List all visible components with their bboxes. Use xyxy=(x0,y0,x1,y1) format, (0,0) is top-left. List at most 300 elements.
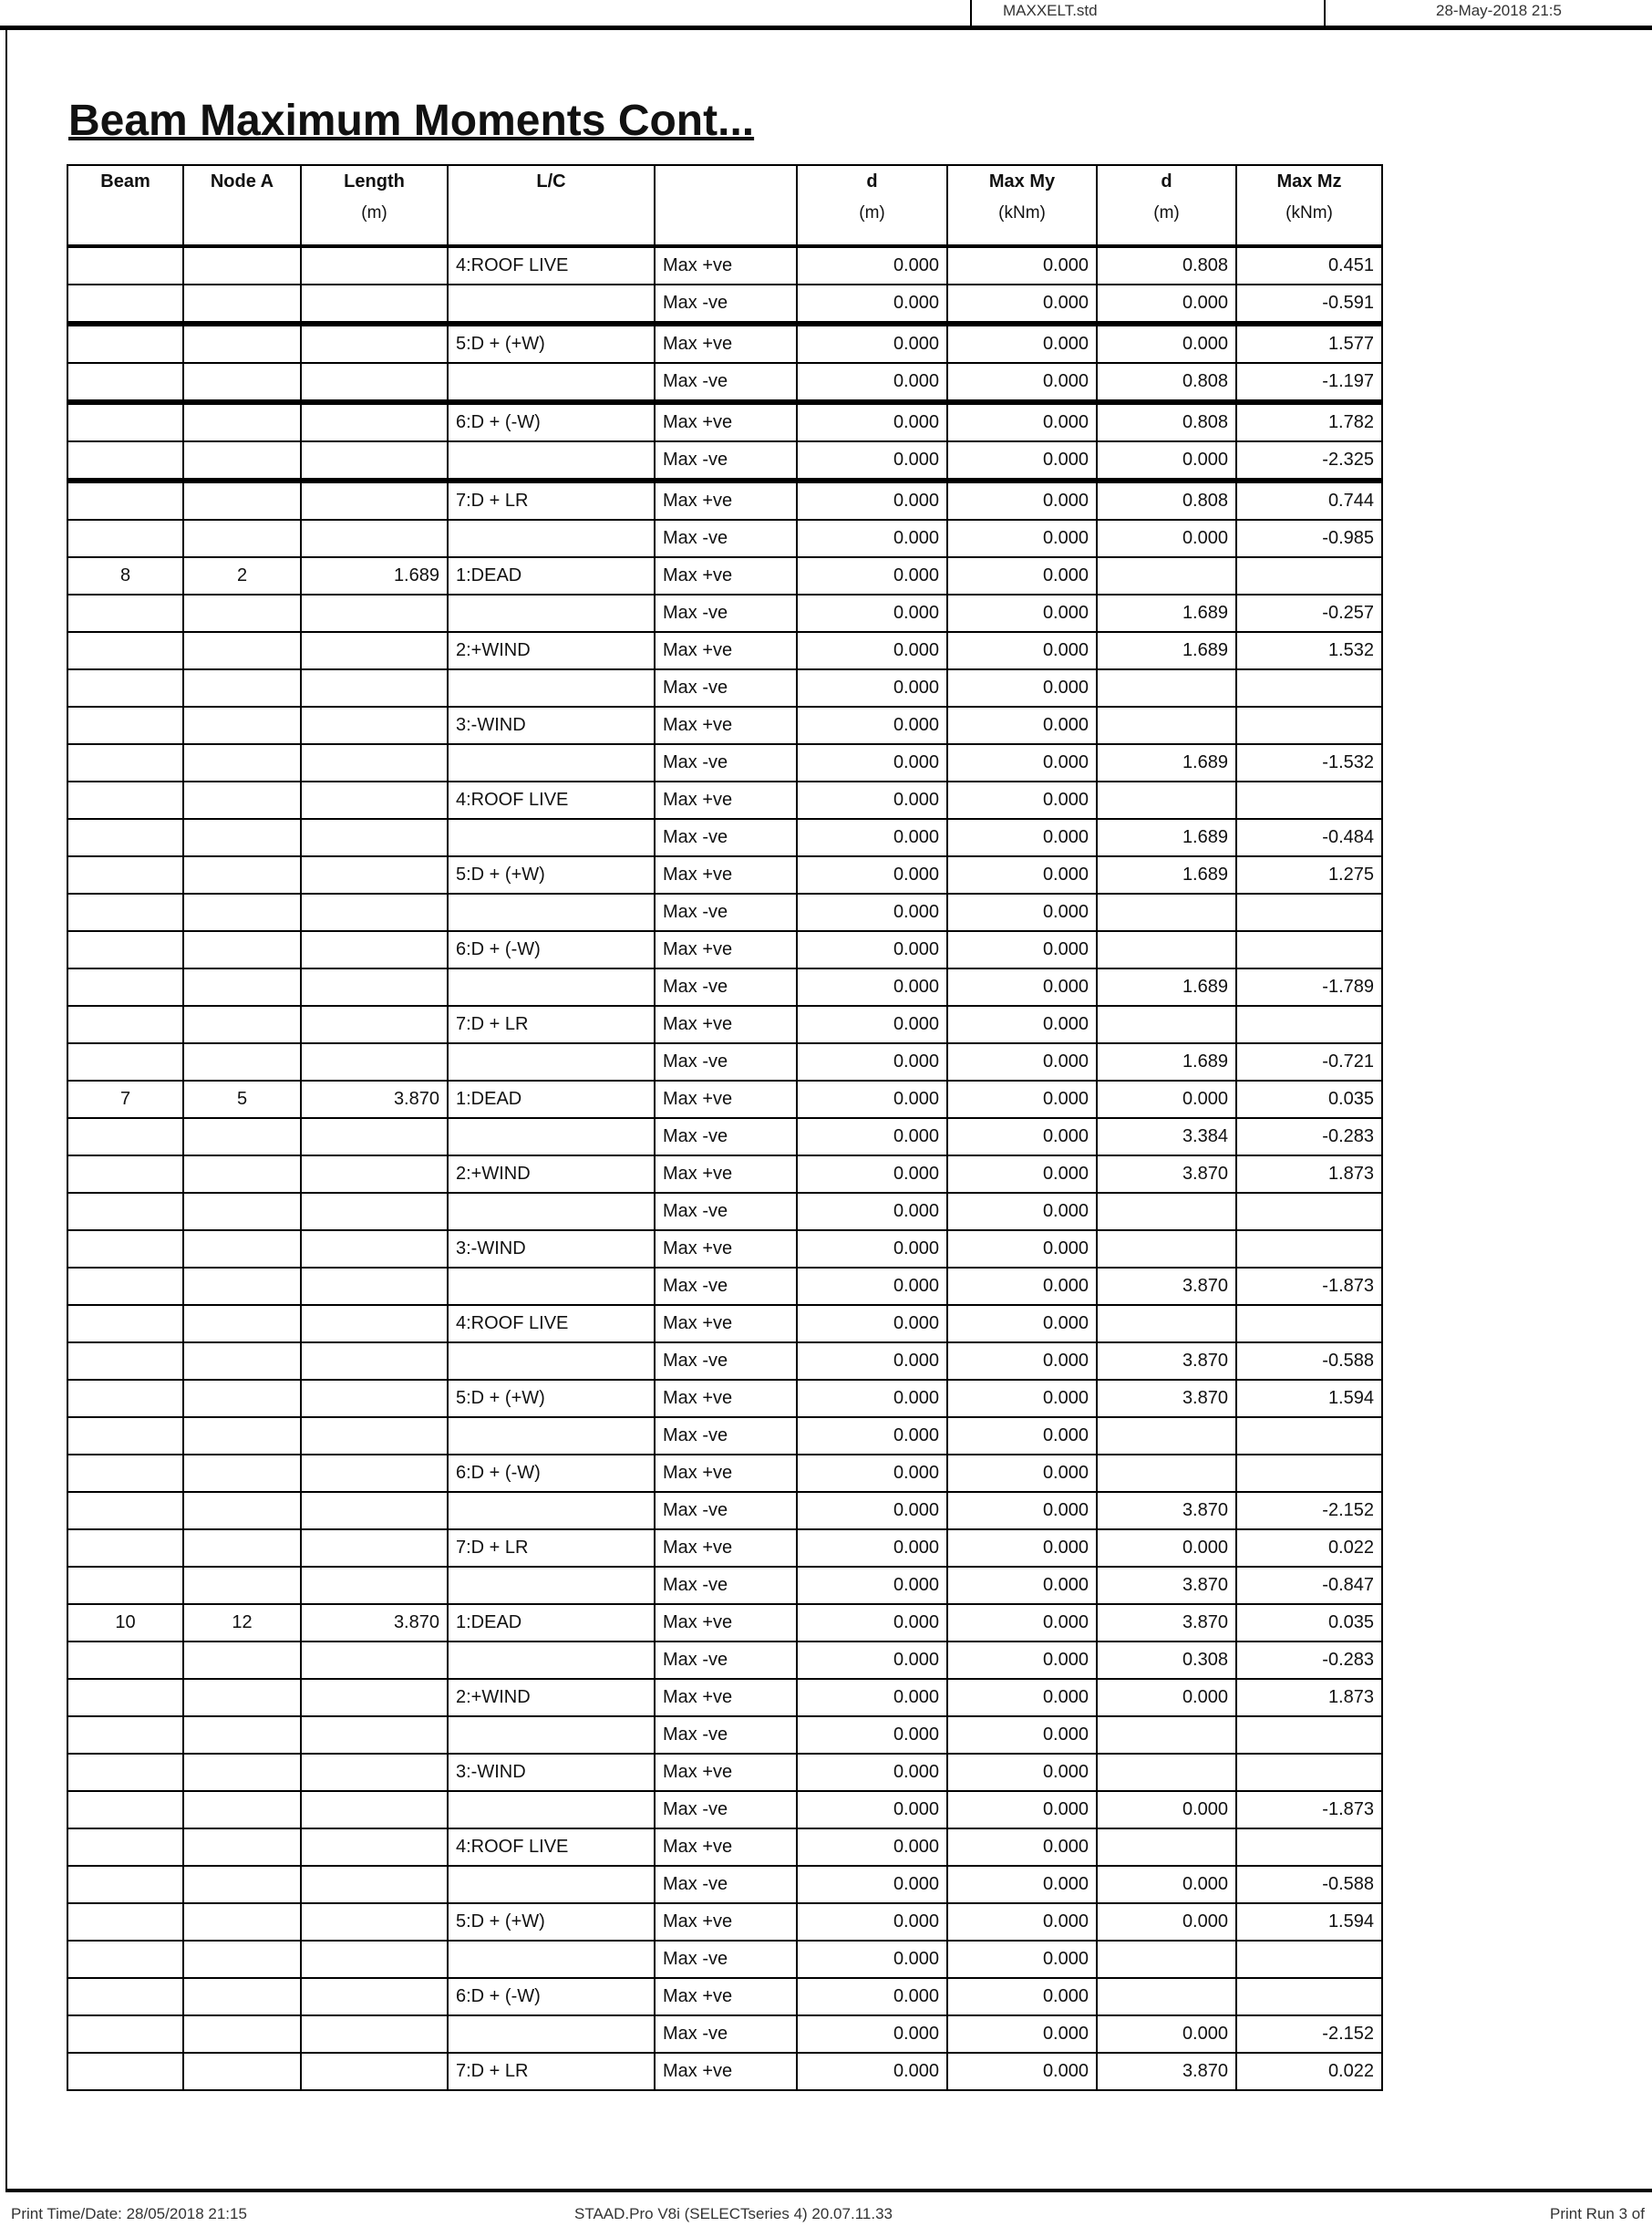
table-row xyxy=(67,285,1382,324)
cell-max-type: Max -ve xyxy=(655,285,797,324)
cell-length: 1.689 xyxy=(301,557,448,595)
cell-length xyxy=(301,931,448,968)
cell-max-my: 0.000 xyxy=(947,1604,1097,1642)
cell-d-mz: 0.000 xyxy=(1097,441,1236,481)
cell-load-case xyxy=(448,363,655,402)
cell-d-my: 0.000 xyxy=(797,782,947,819)
cell-load-case: 3:-WIND xyxy=(448,1754,655,1791)
cell-node-a xyxy=(183,707,301,744)
cell-node-a xyxy=(183,520,301,557)
cell-max-type: Max -ve xyxy=(655,1567,797,1604)
cell-d-mz: 0.000 xyxy=(1097,1081,1236,1118)
cell-max-mz: 1.577 xyxy=(1236,324,1382,363)
cell-max-my: 0.000 xyxy=(947,968,1097,1006)
cell-max-my: 0.000 xyxy=(947,931,1097,968)
column-header-load-case xyxy=(448,165,655,246)
cell-max-mz xyxy=(1236,782,1382,819)
page-border xyxy=(5,26,7,2189)
cell-length xyxy=(301,632,448,669)
cell-max-type: Max -ve xyxy=(655,1866,797,1903)
cell-load-case xyxy=(448,669,655,707)
cell-length xyxy=(301,595,448,632)
cell-max-mz: 1.873 xyxy=(1236,1155,1382,1193)
cell-length xyxy=(301,1417,448,1455)
cell-max-type: Max -ve xyxy=(655,1642,797,1679)
cell-max-my: 0.000 xyxy=(947,1380,1097,1417)
cell-beam xyxy=(67,1828,183,1866)
cell-d-my: 0.000 xyxy=(797,285,947,324)
column-label: d xyxy=(1161,171,1172,192)
cell-d-my: 0.000 xyxy=(797,1006,947,1043)
cell-beam xyxy=(67,1380,183,1417)
table-row xyxy=(67,819,1382,856)
cell-load-case xyxy=(448,744,655,782)
cell-beam xyxy=(67,856,183,894)
cell-max-my: 0.000 xyxy=(947,1642,1097,1679)
cell-max-my: 0.000 xyxy=(947,1155,1097,1193)
cell-max-mz xyxy=(1236,1230,1382,1268)
cell-max-mz: -2.325 xyxy=(1236,441,1382,481)
cell-d-mz xyxy=(1097,1941,1236,1978)
cell-load-case: 3:-WIND xyxy=(448,707,655,744)
cell-max-my: 0.000 xyxy=(947,1043,1097,1081)
table-row xyxy=(67,2053,1382,2090)
cell-d-my: 0.000 xyxy=(797,1268,947,1305)
cell-load-case: 7:D + LR xyxy=(448,1529,655,1567)
cell-d-my: 0.000 xyxy=(797,1754,947,1791)
cell-beam xyxy=(67,968,183,1006)
cell-max-my: 0.000 xyxy=(947,1828,1097,1866)
cell-length xyxy=(301,1155,448,1193)
footer-print-run: Print Run 3 of xyxy=(1550,2205,1645,2222)
cell-node-a xyxy=(183,2015,301,2053)
cell-d-my: 0.000 xyxy=(797,1642,947,1679)
column-label: Max Mz xyxy=(1276,171,1342,192)
cell-max-type: Max +ve xyxy=(655,1455,797,1492)
cell-d-my: 0.000 xyxy=(797,1305,947,1342)
table-row xyxy=(67,1866,1382,1903)
cell-max-mz: -1.873 xyxy=(1236,1791,1382,1828)
cell-d-mz xyxy=(1097,1754,1236,1791)
cell-max-mz: 0.451 xyxy=(1236,246,1382,285)
cell-beam xyxy=(67,520,183,557)
cell-beam xyxy=(67,1716,183,1754)
cell-max-type: Max -ve xyxy=(655,1043,797,1081)
table-row xyxy=(67,894,1382,931)
cell-load-case xyxy=(448,1342,655,1380)
cell-node-a xyxy=(183,2053,301,2090)
table-row xyxy=(67,1828,1382,1866)
cell-length xyxy=(301,1193,448,1230)
cell-beam xyxy=(67,1342,183,1380)
cell-length xyxy=(301,2053,448,2090)
cell-max-type: Max -ve xyxy=(655,1417,797,1455)
cell-max-type: Max -ve xyxy=(655,1118,797,1155)
cell-d-my: 0.000 xyxy=(797,1529,947,1567)
cell-max-my: 0.000 xyxy=(947,1903,1097,1941)
cell-d-my: 0.000 xyxy=(797,595,947,632)
cell-d-mz: 0.000 xyxy=(1097,1529,1236,1567)
table-row xyxy=(67,1155,1382,1193)
column-unit: (kNm) xyxy=(998,203,1046,223)
cell-beam xyxy=(67,1193,183,1230)
cell-max-mz: 1.873 xyxy=(1236,1679,1382,1716)
cell-max-type: Max +ve xyxy=(655,1828,797,1866)
table-row xyxy=(67,520,1382,557)
cell-max-type: Max -ve xyxy=(655,441,797,481)
table-row xyxy=(67,1230,1382,1268)
table-row xyxy=(67,669,1382,707)
cell-node-a xyxy=(183,782,301,819)
column-header-beam xyxy=(67,165,183,246)
cell-max-my: 0.000 xyxy=(947,1679,1097,1716)
header-divider xyxy=(1324,0,1326,26)
cell-max-type: Max -ve xyxy=(655,744,797,782)
cell-d-my: 0.000 xyxy=(797,1716,947,1754)
cell-load-case: 3:-WIND xyxy=(448,1230,655,1268)
cell-max-my: 0.000 xyxy=(947,1193,1097,1230)
cell-max-type: Max +ve xyxy=(655,402,797,441)
cell-beam xyxy=(67,402,183,441)
cell-max-mz: 1.532 xyxy=(1236,632,1382,669)
cell-d-my: 0.000 xyxy=(797,856,947,894)
cell-beam xyxy=(67,2015,183,2053)
cell-beam xyxy=(67,894,183,931)
table-row xyxy=(67,1043,1382,1081)
cell-d-mz: 3.870 xyxy=(1097,1155,1236,1193)
cell-d-mz xyxy=(1097,782,1236,819)
beam-moments-table xyxy=(67,164,1383,2091)
cell-node-a xyxy=(183,1305,301,1342)
cell-node-a xyxy=(183,1230,301,1268)
cell-node-a xyxy=(183,1455,301,1492)
cell-beam xyxy=(67,324,183,363)
cell-max-mz: -0.591 xyxy=(1236,285,1382,324)
cell-d-my: 0.000 xyxy=(797,441,947,481)
cell-beam xyxy=(67,1978,183,2015)
table-row xyxy=(67,968,1382,1006)
cell-d-mz: 0.808 xyxy=(1097,402,1236,441)
cell-length xyxy=(301,669,448,707)
cell-d-my: 0.000 xyxy=(797,1193,947,1230)
cell-max-type: Max +ve xyxy=(655,1754,797,1791)
cell-max-my: 0.000 xyxy=(947,1081,1097,1118)
cell-max-my: 0.000 xyxy=(947,246,1097,285)
cell-load-case xyxy=(448,1642,655,1679)
cell-max-type: Max -ve xyxy=(655,968,797,1006)
cell-node-a xyxy=(183,1903,301,1941)
table-row xyxy=(67,1791,1382,1828)
cell-length xyxy=(301,2015,448,2053)
cell-node-a xyxy=(183,1118,301,1155)
cell-max-type: Max -ve xyxy=(655,894,797,931)
cell-d-mz xyxy=(1097,1978,1236,2015)
cell-d-mz xyxy=(1097,1230,1236,1268)
table-row xyxy=(67,1716,1382,1754)
cell-load-case: 6:D + (-W) xyxy=(448,1455,655,1492)
cell-beam xyxy=(67,1417,183,1455)
cell-max-type: Max +ve xyxy=(655,1978,797,2015)
cell-max-mz: -0.283 xyxy=(1236,1642,1382,1679)
cell-d-mz xyxy=(1097,1455,1236,1492)
cell-d-mz: 3.870 xyxy=(1097,1567,1236,1604)
cell-length xyxy=(301,707,448,744)
cell-node-a xyxy=(183,669,301,707)
header-divider xyxy=(970,0,972,26)
cell-beam xyxy=(67,1642,183,1679)
column-header-max-type xyxy=(655,165,797,246)
cell-d-mz: 1.689 xyxy=(1097,968,1236,1006)
cell-max-type: Max -ve xyxy=(655,1791,797,1828)
table-row xyxy=(67,1380,1382,1417)
column-label: d xyxy=(866,171,878,192)
cell-length xyxy=(301,402,448,441)
cell-node-a xyxy=(183,1866,301,1903)
cell-max-mz: 0.035 xyxy=(1236,1081,1382,1118)
cell-max-mz xyxy=(1236,557,1382,595)
cell-d-mz xyxy=(1097,1417,1236,1455)
cell-d-mz: 0.000 xyxy=(1097,1791,1236,1828)
table-row xyxy=(67,1193,1382,1230)
cell-node-a xyxy=(183,894,301,931)
cell-max-type: Max +ve xyxy=(655,2053,797,2090)
page-title: Beam Maximum Moments Cont... xyxy=(68,97,755,145)
table-row xyxy=(67,557,1382,595)
table-row xyxy=(67,1567,1382,1604)
cell-load-case: 7:D + LR xyxy=(448,1006,655,1043)
table-row xyxy=(67,481,1382,520)
cell-node-a xyxy=(183,481,301,520)
cell-d-my: 0.000 xyxy=(797,819,947,856)
cell-max-type: Max +ve xyxy=(655,782,797,819)
table-row xyxy=(67,1455,1382,1492)
cell-beam xyxy=(67,1679,183,1716)
table-row xyxy=(67,1903,1382,1941)
cell-node-a xyxy=(183,1828,301,1866)
cell-load-case: 7:D + LR xyxy=(448,481,655,520)
column-label: L/C xyxy=(536,171,566,192)
cell-beam xyxy=(67,285,183,324)
cell-d-my: 0.000 xyxy=(797,1604,947,1642)
cell-max-mz xyxy=(1236,894,1382,931)
cell-d-my: 0.000 xyxy=(797,1043,947,1081)
page-header-band xyxy=(0,0,1652,30)
cell-beam xyxy=(67,1268,183,1305)
cell-d-mz: 0.000 xyxy=(1097,1866,1236,1903)
cell-load-case: 5:D + (+W) xyxy=(448,324,655,363)
cell-max-my: 0.000 xyxy=(947,1006,1097,1043)
cell-d-mz xyxy=(1097,557,1236,595)
cell-max-type: Max -ve xyxy=(655,1716,797,1754)
cell-load-case: 1:DEAD xyxy=(448,1081,655,1118)
cell-length xyxy=(301,782,448,819)
table-row xyxy=(67,1081,1382,1118)
cell-max-my: 0.000 xyxy=(947,557,1097,595)
cell-node-a xyxy=(183,819,301,856)
cell-length xyxy=(301,819,448,856)
cell-max-type: Max +ve xyxy=(655,1380,797,1417)
cell-max-type: Max +ve xyxy=(655,246,797,285)
cell-length xyxy=(301,1978,448,2015)
cell-length xyxy=(301,894,448,931)
column-header-d-my xyxy=(797,165,947,246)
cell-max-mz xyxy=(1236,1305,1382,1342)
cell-max-mz: -1.873 xyxy=(1236,1268,1382,1305)
cell-load-case xyxy=(448,2015,655,2053)
cell-node-a: 2 xyxy=(183,557,301,595)
cell-beam xyxy=(67,1903,183,1941)
cell-beam: 10 xyxy=(67,1604,183,1642)
cell-d-mz: 0.000 xyxy=(1097,1903,1236,1941)
cell-beam xyxy=(67,1492,183,1529)
cell-node-a xyxy=(183,1978,301,2015)
cell-beam xyxy=(67,1305,183,1342)
cell-max-mz xyxy=(1236,1978,1382,2015)
cell-d-mz: 0.808 xyxy=(1097,363,1236,402)
cell-d-mz: 1.689 xyxy=(1097,1043,1236,1081)
cell-node-a xyxy=(183,285,301,324)
table-row xyxy=(67,2015,1382,2053)
cell-max-type: Max -ve xyxy=(655,819,797,856)
cell-load-case: 6:D + (-W) xyxy=(448,1978,655,2015)
cell-max-mz: -0.588 xyxy=(1236,1866,1382,1903)
cell-d-my: 0.000 xyxy=(797,707,947,744)
cell-d-my: 0.000 xyxy=(797,1978,947,2015)
cell-beam xyxy=(67,707,183,744)
cell-d-mz: 0.000 xyxy=(1097,1679,1236,1716)
table-row xyxy=(67,402,1382,441)
cell-max-my: 0.000 xyxy=(947,1866,1097,1903)
cell-max-type: Max +ve xyxy=(655,1529,797,1567)
cell-max-my: 0.000 xyxy=(947,632,1097,669)
cell-max-type: Max +ve xyxy=(655,1305,797,1342)
cell-length xyxy=(301,1268,448,1305)
cell-d-mz xyxy=(1097,1193,1236,1230)
cell-d-mz: 3.384 xyxy=(1097,1118,1236,1155)
cell-max-type: Max -ve xyxy=(655,595,797,632)
cell-d-my: 0.000 xyxy=(797,1941,947,1978)
cell-d-my: 0.000 xyxy=(797,1866,947,1903)
cell-max-my: 0.000 xyxy=(947,856,1097,894)
cell-d-my: 0.000 xyxy=(797,1903,947,1941)
cell-max-mz: -2.152 xyxy=(1236,2015,1382,2053)
cell-load-case: 4:ROOF LIVE xyxy=(448,1828,655,1866)
cell-load-case xyxy=(448,1941,655,1978)
cell-node-a xyxy=(183,1417,301,1455)
cell-beam: 8 xyxy=(67,557,183,595)
cell-d-mz: 0.808 xyxy=(1097,246,1236,285)
cell-d-my: 0.000 xyxy=(797,1417,947,1455)
cell-load-case: 1:DEAD xyxy=(448,1604,655,1642)
table-row xyxy=(67,1754,1382,1791)
cell-beam xyxy=(67,782,183,819)
table-row xyxy=(67,1679,1382,1716)
cell-d-mz: 1.689 xyxy=(1097,744,1236,782)
table-row xyxy=(67,707,1382,744)
cell-length xyxy=(301,1716,448,1754)
cell-d-mz: 1.689 xyxy=(1097,819,1236,856)
cell-max-type: Max +ve xyxy=(655,1155,797,1193)
cell-load-case: 6:D + (-W) xyxy=(448,931,655,968)
cell-node-a xyxy=(183,1193,301,1230)
cell-d-mz: 3.870 xyxy=(1097,1268,1236,1305)
cell-d-mz: 0.808 xyxy=(1097,481,1236,520)
cell-d-my: 0.000 xyxy=(797,1455,947,1492)
cell-max-mz xyxy=(1236,931,1382,968)
cell-load-case xyxy=(448,1567,655,1604)
cell-max-mz: -1.789 xyxy=(1236,968,1382,1006)
table-row xyxy=(67,1978,1382,2015)
cell-d-mz: 1.689 xyxy=(1097,632,1236,669)
cell-length xyxy=(301,1342,448,1380)
cell-beam xyxy=(67,1866,183,1903)
cell-max-type: Max -ve xyxy=(655,1941,797,1978)
cell-length xyxy=(301,1941,448,1978)
cell-node-a xyxy=(183,402,301,441)
cell-length xyxy=(301,1679,448,1716)
table-row xyxy=(67,744,1382,782)
table-row xyxy=(67,441,1382,481)
cell-max-mz xyxy=(1236,1193,1382,1230)
cell-length xyxy=(301,1043,448,1081)
cell-max-type: Max +ve xyxy=(655,481,797,520)
cell-max-my: 0.000 xyxy=(947,1941,1097,1978)
cell-length xyxy=(301,520,448,557)
cell-max-my: 0.000 xyxy=(947,819,1097,856)
cell-d-my: 0.000 xyxy=(797,632,947,669)
cell-max-type: Max -ve xyxy=(655,1492,797,1529)
cell-d-my: 0.000 xyxy=(797,2053,947,2090)
column-unit: (kNm) xyxy=(1285,203,1333,223)
cell-max-mz: -0.985 xyxy=(1236,520,1382,557)
column-header-node-a xyxy=(183,165,301,246)
cell-length xyxy=(301,1492,448,1529)
cell-node-a xyxy=(183,1492,301,1529)
cell-max-my: 0.000 xyxy=(947,782,1097,819)
cell-length xyxy=(301,1828,448,1866)
cell-beam xyxy=(67,1006,183,1043)
cell-node-a: 5 xyxy=(183,1081,301,1118)
cell-max-mz: -0.283 xyxy=(1236,1118,1382,1155)
cell-max-mz: 0.035 xyxy=(1236,1604,1382,1642)
table-header-row xyxy=(67,165,1382,246)
cell-d-my: 0.000 xyxy=(797,363,947,402)
cell-d-my: 0.000 xyxy=(797,2015,947,2053)
cell-load-case xyxy=(448,595,655,632)
cell-node-a: 12 xyxy=(183,1604,301,1642)
cell-max-mz: -0.847 xyxy=(1236,1567,1382,1604)
cell-max-my: 0.000 xyxy=(947,520,1097,557)
cell-d-my: 0.000 xyxy=(797,1492,947,1529)
cell-length: 3.870 xyxy=(301,1081,448,1118)
cell-node-a xyxy=(183,744,301,782)
cell-d-my: 0.000 xyxy=(797,1081,947,1118)
cell-max-mz: 0.744 xyxy=(1236,481,1382,520)
cell-max-mz: -2.152 xyxy=(1236,1492,1382,1529)
cell-d-my: 0.000 xyxy=(797,1342,947,1380)
table-row xyxy=(67,1417,1382,1455)
cell-beam xyxy=(67,1230,183,1268)
cell-max-type: Max -ve xyxy=(655,2015,797,2053)
cell-max-mz: 0.022 xyxy=(1236,2053,1382,2090)
cell-load-case: 6:D + (-W) xyxy=(448,402,655,441)
cell-max-type: Max +ve xyxy=(655,1006,797,1043)
cell-length xyxy=(301,1305,448,1342)
cell-load-case xyxy=(448,1268,655,1305)
cell-d-mz: 0.308 xyxy=(1097,1642,1236,1679)
cell-beam xyxy=(67,1155,183,1193)
cell-node-a xyxy=(183,1941,301,1978)
